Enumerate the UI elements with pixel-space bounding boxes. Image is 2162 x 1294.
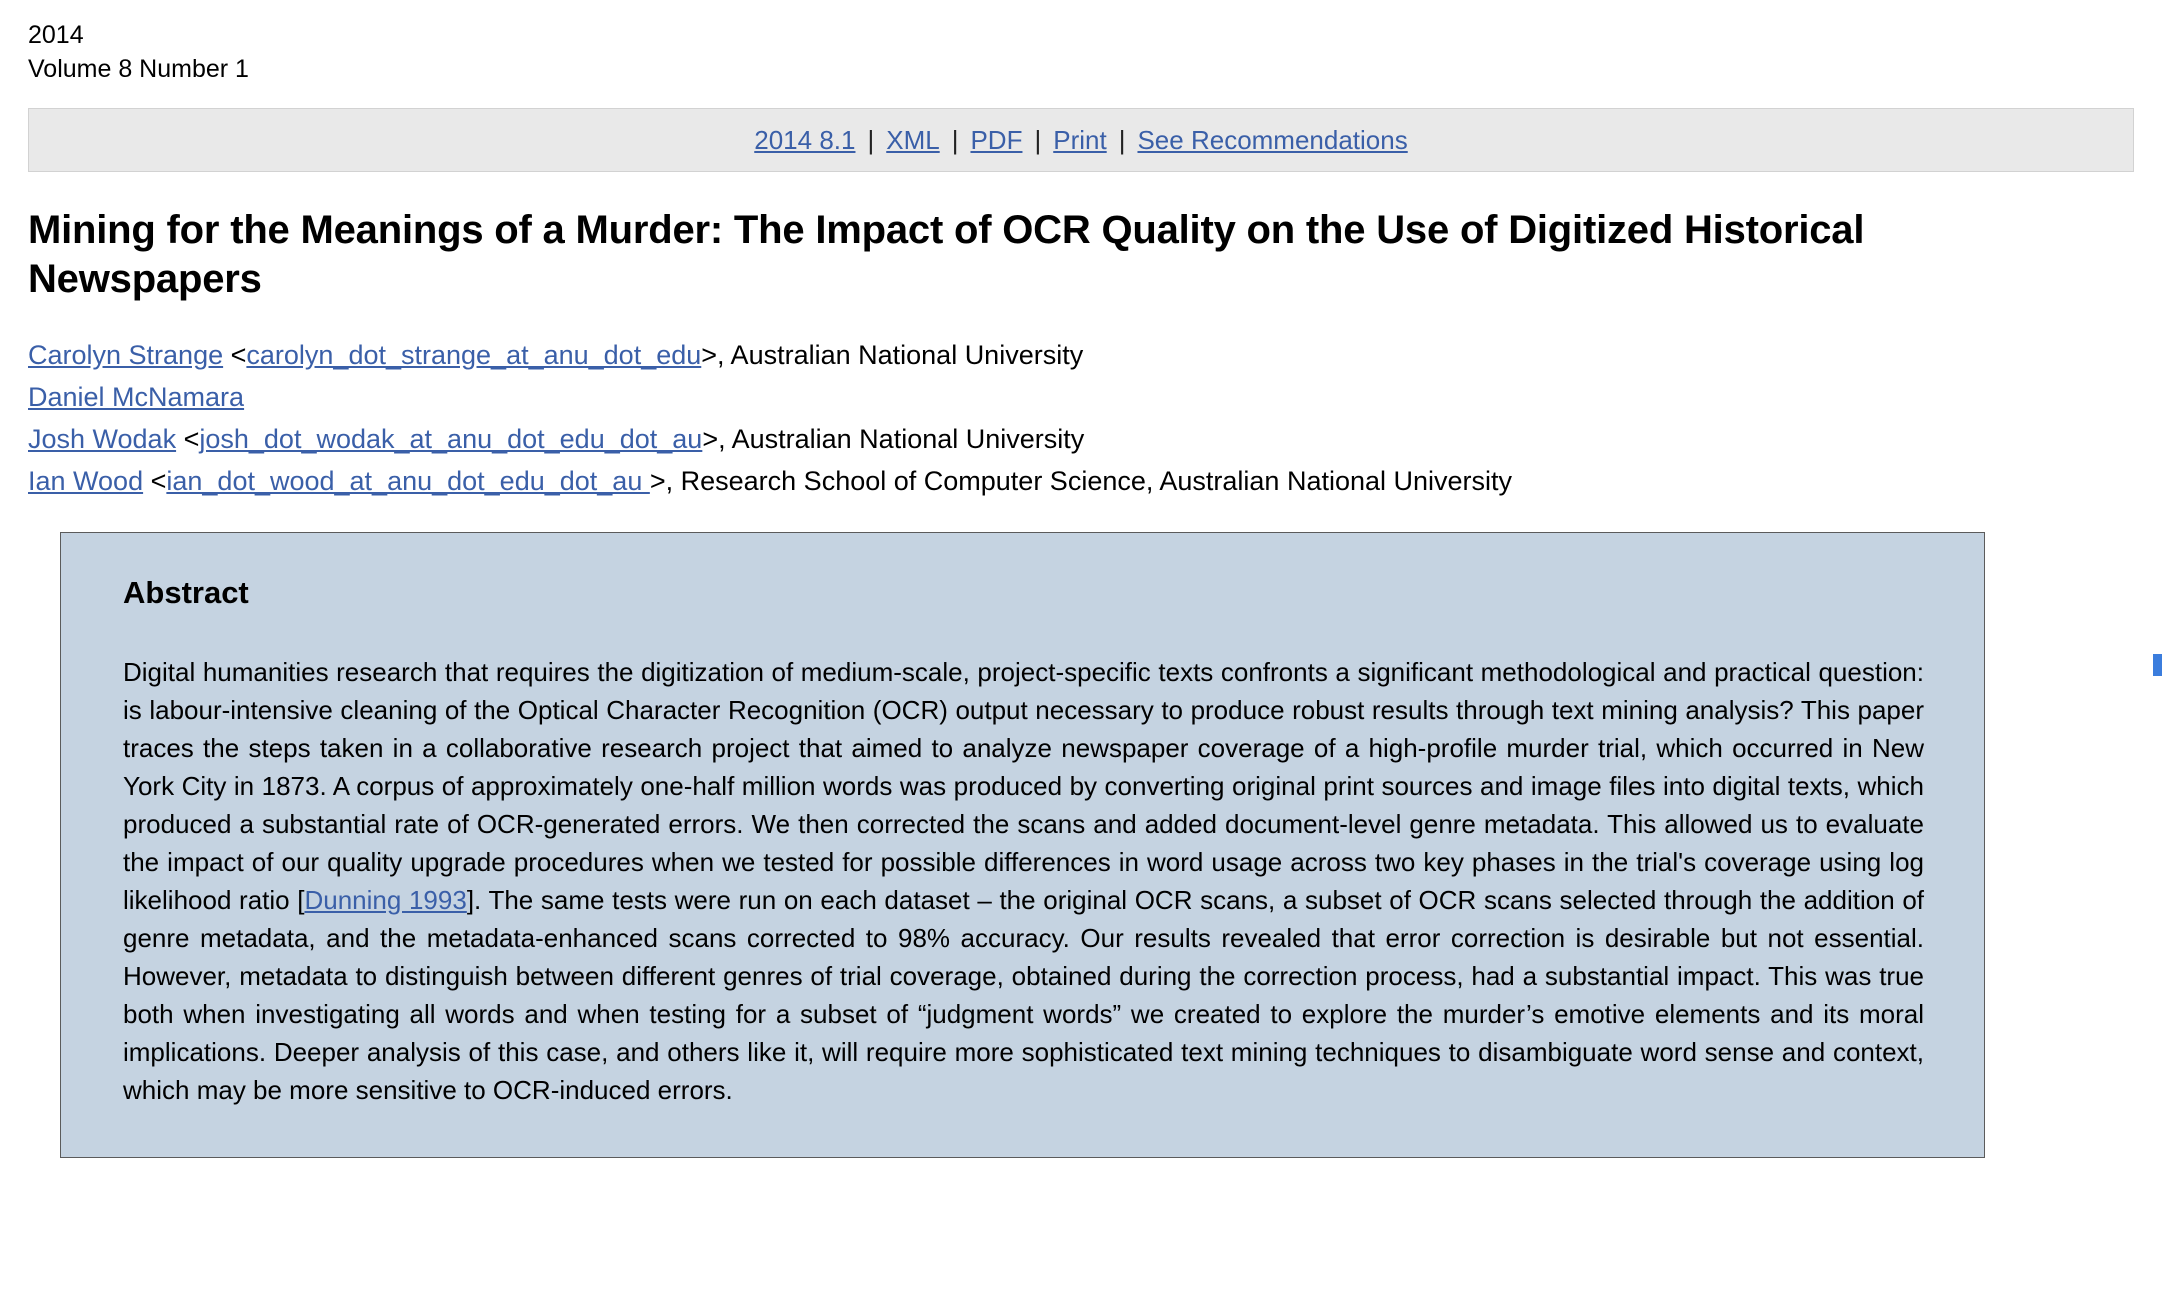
author-name-link[interactable]: Josh Wodak [28,423,177,454]
author-email-link[interactable]: carolyn_dot_strange_at_anu_dot_edu [246,339,702,370]
nav-link-pdf[interactable]: PDF [970,124,1023,155]
nav-link-print[interactable]: Print [1053,124,1107,155]
author-email-link[interactable]: ian_dot_wood_at_anu_dot_edu_dot_au [166,465,650,496]
author-affiliation: , Research School of Computer Science, Australian National University [665,465,1513,496]
author-list [28,334,2134,502]
nav-separator: | [1034,124,1042,155]
nav-link-recommendations[interactable]: See Recommendations [1137,124,1408,155]
nav-separator: | [1118,124,1126,155]
author-entry [28,460,2134,502]
issue-year: 2014 [28,21,84,49]
author-email-open: < [176,423,200,454]
nav-link-xml[interactable]: XML [886,124,940,155]
author-email-link[interactable]: josh_dot_wodak_at_anu_dot_edu_dot_au [199,423,703,454]
abstract-text-part-2: ]. The same tests were run on each dataset – the original OCR scans, a subset of OCR scans selected through the addition of genre metadata, and the metadata-enhanced scans corrected to 98% accuracy. Our results revealed that error correction is desirable but not essential. However, metadata to distinguish between different genres of trial coverage, obtained during the correction process, had a substantial impact. This was true both when investigating all words and when testing for a subset of “judgment words” we created to explore the murder’s emotive elements and its moral implications. Deeper analysis of this case, and others like it, will require more sophisticated text mining techniques to disambiguate word sense and context, which may be more sensitive to OCR-induced errors. [123,884,1924,1105]
author-name-link[interactable]: Carolyn Strange [28,339,224,370]
author-entry [28,334,2134,376]
author-entry [28,376,2134,418]
scrollbar-marker[interactable] [2153,654,2162,676]
abstract-heading: Abstract [123,574,249,610]
author-name-link[interactable]: Ian Wood [28,465,144,496]
page-title: Mining for the Meanings of a Murder: The Impact of OCR Quality on the Use of Digitized Historical Newspapers [28,208,1865,301]
author-email-close: > [701,339,718,370]
abstract-section [60,532,1985,1158]
author-email-close: > [649,465,666,496]
article-toolbar [28,108,2134,172]
author-name-link[interactable]: Daniel McNamara [28,381,245,412]
abstract-text [123,653,1924,1109]
abstract-text-part-1: Digital humanities research that requires the digitization of medium-scale, project-specific texts confronts a significant methodological and practical question: is labour-intensive cleaning of the Optical Character Recognition (OCR) output necessary to produce robust results through text mining analysis? This paper traces the steps taken in a collaborative research project that aimed to analyze newspaper coverage of a high-profile murder trial, which occurred in New York City in 1873. A corpus of approximately one-half million words was produced by converting original print sources and image files into digital texts, which produced a substantial rate of OCR-generated errors. We then corrected the scans and added document-level genre metadata. This allowed us to evaluate the impact of our quality upgrade procedures when we tested for possible differences in word usage across two key phases in the trial's coverage using log likelihood ratio [ [123,656,1924,915]
author-affiliation: , Australian National University [717,339,1084,370]
article-toolbar-links [754,125,1407,156]
author-email-open: < [223,339,247,370]
author-email-close: > [702,423,719,454]
nav-separator: | [867,124,875,155]
nav-separator: | [951,124,959,155]
author-entry [28,418,2134,460]
author-affiliation: , Australian National University [718,423,1085,454]
issue-volume: Volume 8 Number 1 [28,55,249,83]
nav-link-issue[interactable]: 2014 8.1 [754,124,856,155]
citation-link-dunning[interactable]: Dunning 1993 [304,884,467,915]
author-email-open: < [143,465,167,496]
